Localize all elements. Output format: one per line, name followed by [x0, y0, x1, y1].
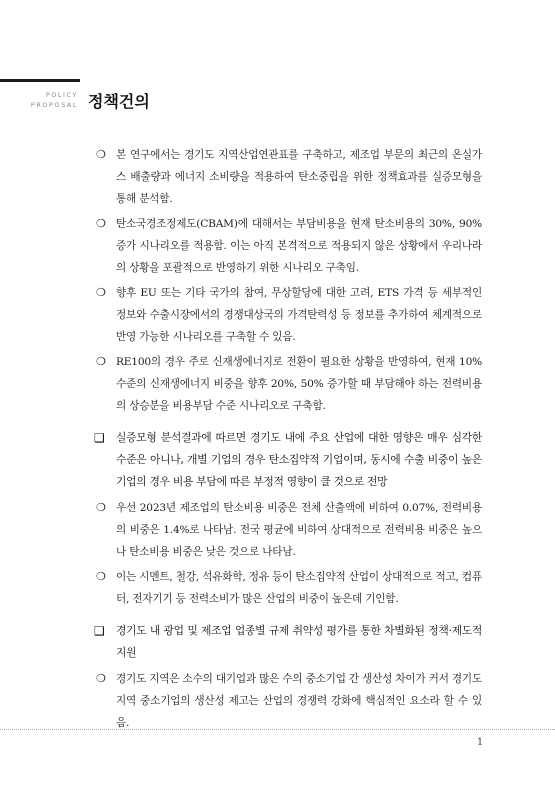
- bullet-text: 향후 EU 또는 기타 국가의 참여, 무상할당에 대한 고려, ETS 가격 등 세부적인 정보와 수출시장에서의 경쟁대상국의 가격탄력성 등 정보를 추가하여 체계적으로 반영 가능한 시나리오를 구축할 수 있음.: [116, 287, 482, 343]
- bullet-item: [94, 351, 482, 417]
- section-kicker: [22, 90, 78, 110]
- section-heading: [94, 427, 482, 493]
- bullet-item: [94, 497, 482, 563]
- bullet-item: [94, 144, 482, 210]
- bullet-circle-icon: ❍: [96, 501, 106, 514]
- bullet-text: 우선 2023년 제조업의 탄소비용 비중은 전체 산출액에 비하여 0.07%, 전력비용의 비중은 1.4%로 나타남. 전국 평균에 비하여 상대적으로 전력비용 비중은 높으나 탄소비용 비중은 낮은 것으로 나타남.: [116, 502, 482, 558]
- bullet-text: 이는 시멘트, 철강, 석유화학, 정유 등이 탄소집약적 산업이 상대적으로 적고, 컴퓨터, 전자기기 등 전력소비가 많은 산업의 비중이 높은데 기인함.: [116, 571, 482, 605]
- kicker-line-policy: POLICY: [45, 91, 78, 99]
- bullet-circle-icon: ❍: [96, 148, 106, 161]
- checkbox-square-icon: ❑: [94, 431, 105, 445]
- section-heading-text: 경기도 내 광업 및 제조업 업종별 규제 취약성 평가를 통한 차별화된 정책·제도적 지원: [116, 624, 482, 659]
- document-body: [94, 144, 482, 737]
- bullet-item: [94, 668, 482, 734]
- bullet-text: 본 연구에서는 경기도 지역산업연관표를 구축하고, 제조업 부문의 최근의 온실가스 배출량과 에너지 소비량을 적용하여 탄소중립을 위한 정책효과를 실증모형을 통해 분석함.: [116, 149, 482, 205]
- footer-divider: [0, 729, 555, 730]
- page-title: 정책건의: [88, 92, 150, 111]
- bullet-circle-icon: ❍: [96, 570, 106, 583]
- bullet-circle-icon: ❍: [96, 217, 106, 230]
- bullet-circle-icon: ❍: [96, 286, 106, 299]
- bullet-circle-icon: ❍: [96, 355, 106, 368]
- bullet-item: [94, 566, 482, 610]
- checkbox-square-icon: ❑: [94, 624, 105, 638]
- bullet-text: 탄소국경조정제도(CBAM)에 대해서는 부담비용을 현재 탄소비용의 30%, 90% 증가 시나리오를 적용함. 이는 아직 본격적으로 적용되지 않은 상황에서 우리나라의 상황을 포괄적으로 반영하기 위한 시나리오 구축임.: [116, 218, 482, 274]
- section-heading: [94, 620, 482, 664]
- bullet-text: 경기도 지역은 소수의 대기업과 많은 수의 중소기업 간 생산성 차이가 커서 경기도 지역 중소기업의 생산성 제고는 산업의 경쟁력 강화에 핵심적인 요소라 할 수 있음.: [116, 673, 482, 729]
- section-heading-text: 실증모형 분석결과에 따르면 경기도 내에 주요 산업에 대한 영향은 매우 심각한 수준은 아니나, 개별 기업의 경우 탄소집약적 기업이며, 동시에 수출 비중이 높은 기업의 경우 비용 부담에 따른 부정적 영향이 클 것으로 전망: [116, 431, 482, 488]
- bullet-circle-icon: ❍: [96, 672, 106, 685]
- bullet-item: [94, 282, 482, 348]
- page-number: 1: [476, 737, 484, 748]
- bullet-text: RE100의 경우 주로 신재생에너지로 전환이 필요한 상황을 반영하여, 현재 10% 수준의 신재생에너지 비중을 향후 20%, 50% 증가할 때 부담해야 하는 전력비용의 상승분을 비용부담 수준 시나리오로 구축함.: [116, 356, 482, 412]
- bullet-item: [94, 213, 482, 279]
- header-rule: [0, 79, 80, 82]
- kicker-line-proposal: PROPOSAL: [30, 101, 78, 109]
